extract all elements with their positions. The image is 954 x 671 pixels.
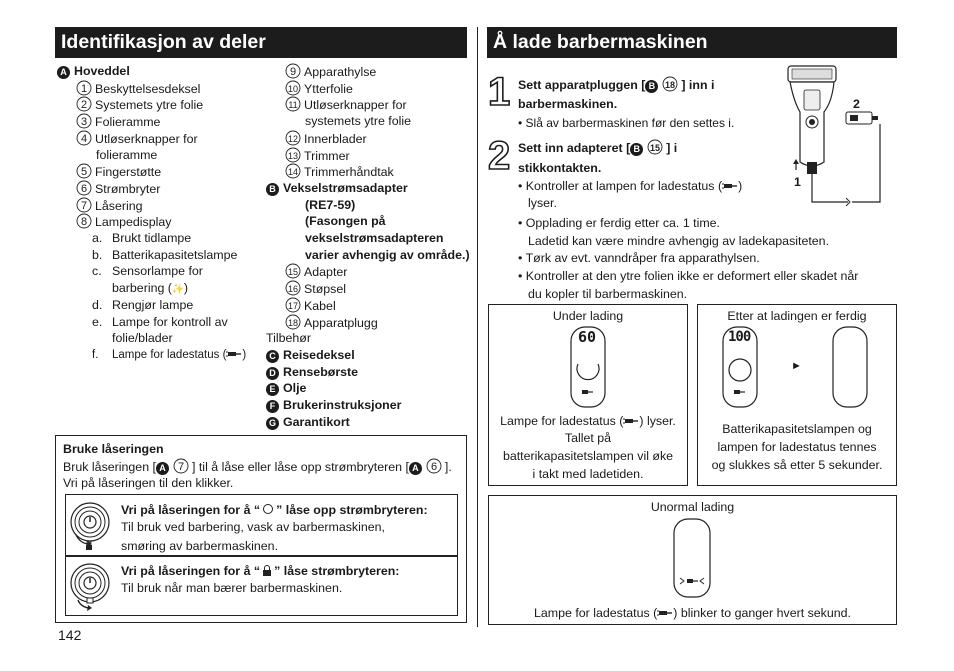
- charged-display-value: 100: [728, 329, 751, 345]
- parts-list-item: 16 Støpsel: [285, 280, 346, 298]
- num-3: [76, 113, 92, 129]
- num-15: [285, 263, 301, 279]
- parts-list-item: folieramme: [96, 147, 158, 162]
- parts-list-item: Tilbehør: [266, 331, 311, 346]
- num-10: [285, 80, 301, 96]
- lock-ring-title: Bruke låseringen: [63, 442, 164, 456]
- svg-text:4: 4: [80, 132, 88, 145]
- sub-letter: b.: [92, 247, 103, 262]
- abnormal-caption: Lampe for ladestatus ( ) blinker to ganger hvert sekund.: [534, 606, 851, 620]
- svg-text:15: 15: [650, 142, 661, 153]
- bullet-2b: Ladetid kan være mindre avhengig av ladekapasiteten.: [528, 234, 830, 248]
- parts-list-item: 5 Fingerstøtte: [76, 163, 161, 181]
- charged-caption-2: lampen for ladestatus tennes: [717, 440, 877, 454]
- svg-text:14: 14: [287, 166, 299, 177]
- sub-letter: d.: [92, 297, 103, 312]
- svg-text:18: 18: [287, 317, 299, 328]
- parts-list-item: folie/blader: [112, 331, 173, 346]
- part-a-badge: A: [57, 66, 70, 79]
- svg-text:1: 1: [80, 82, 88, 95]
- shaver-charging-illustration: [780, 62, 900, 217]
- charge-plug-icon: [722, 179, 738, 189]
- step-2-number: 2: [488, 134, 511, 178]
- num-4: [76, 130, 92, 146]
- parts-list-item: 9 Apparathylse: [285, 63, 376, 81]
- charging-caption-3: batterikapasitetslampen vil øke: [502, 449, 674, 463]
- parts-list-item: 1 Beskyttelsesdeksel: [76, 80, 200, 98]
- parts-list-item: systemets ytre folie: [305, 114, 412, 129]
- parts-list-item: E Olje: [266, 380, 306, 397]
- svg-text:15: 15: [287, 267, 299, 278]
- num-13: [285, 147, 301, 163]
- charged-caption-1: Batterikapasitetslampen og: [722, 422, 872, 436]
- svg-text:5: 5: [80, 165, 88, 178]
- parts-list-item: 13 Trimmer: [285, 147, 350, 165]
- parts-list-item: d. Rengjør lampe: [92, 297, 194, 312]
- bullet-2: • Opplading er ferdig etter ca. 1 time.: [518, 216, 721, 230]
- parts-list-item: barbering (✨): [92, 280, 188, 299]
- charging-caption-2: Tallet på: [564, 431, 612, 445]
- parts-list-item: (Fasongen på: [305, 214, 386, 229]
- sub-letter: e.: [92, 314, 103, 329]
- svg-text:10: 10: [287, 83, 299, 94]
- step-1-bullet: • Slå av barbermaskinen før den settes i.: [518, 116, 735, 130]
- part-e-badge: E: [266, 383, 279, 396]
- num-2: [76, 96, 92, 112]
- svg-text:12: 12: [287, 133, 299, 144]
- parts-list-item: e. Lampe for kontroll av: [92, 314, 228, 329]
- part-a-badge: A: [156, 462, 169, 475]
- step-2-title-2: stikkontakten.: [518, 161, 602, 175]
- num-5: [76, 163, 92, 179]
- num-16: [285, 280, 301, 296]
- lock-ring-line1: Bruk låseringen [ A 7 ] til å låse eller låse opp strømbryteren [ A 6 ].: [63, 460, 452, 474]
- part-f-badge: F: [266, 400, 279, 413]
- step-1-title: Sett apparatpluggen [ B 18 ] inn i: [518, 78, 715, 92]
- charging-caption-1: Lampe for ladestatus ( ) lyser.: [500, 414, 676, 428]
- bullet-4: • Kontroller at den ytre folien ikke er deformert eller skadet når: [518, 269, 859, 283]
- lock-title: Vri på låseringen for å “ ” låse strømbryteren:: [121, 564, 400, 578]
- charge-plug-icon: [226, 348, 242, 358]
- column-divider: [477, 27, 478, 627]
- sub-letter: f.: [92, 348, 99, 361]
- num-9: [285, 63, 301, 79]
- sensor-icon: ✨: [171, 284, 185, 296]
- num-6: [76, 180, 92, 196]
- svg-text:13: 13: [287, 150, 299, 161]
- sub-letter: c.: [92, 264, 102, 279]
- part-g-badge: G: [266, 417, 279, 430]
- part-b-badge: B: [630, 143, 643, 156]
- svg-text:17: 17: [287, 300, 299, 311]
- num-1: [76, 80, 92, 96]
- svg-text:9: 9: [289, 65, 297, 78]
- svg-text:18: 18: [665, 79, 676, 90]
- parts-list-item: c. Sensorlampe for: [92, 264, 203, 279]
- part-c-badge: C: [266, 350, 279, 363]
- parts-list-item: vekselstrømsadapteren: [305, 231, 444, 245]
- arrow-right-icon: ►: [791, 360, 802, 372]
- parts-list-item: 6 Strømbryter: [76, 180, 160, 198]
- svg-text:6: 6: [430, 460, 437, 473]
- parts-list-item: C Reisedeksel: [266, 347, 355, 364]
- abnormal-display-icon: [672, 518, 712, 603]
- bullet-4b: du kopler til barbermaskinen.: [528, 287, 688, 301]
- num-15: [647, 139, 663, 155]
- parts-list-item: A Hoveddel: [57, 63, 130, 80]
- parts-list-item: varier avhengig av område.): [305, 247, 470, 262]
- num-7: [173, 458, 189, 474]
- num-11: [285, 96, 301, 112]
- parts-list-item: 17 Kabel: [285, 297, 336, 315]
- parts-list-item: (RE7-59): [305, 197, 356, 212]
- parts-list-item: 10 Ytterfolie: [285, 80, 353, 98]
- parts-list-item: 15 Adapter: [285, 263, 347, 281]
- parts-list-item: F Brukerinstruksjoner: [266, 397, 401, 414]
- lock-icon: [263, 570, 271, 576]
- parts-list-item: 18 Apparatplugg: [285, 314, 378, 332]
- page-number: 142: [58, 627, 82, 643]
- parts-list-item: f. Lampe for ladestatus ( ): [92, 347, 246, 364]
- step-2-title: Sett inn adapteret [ B 15 ] i: [518, 141, 678, 155]
- lock-text: Til bruk når man bærer barbermaskinen.: [121, 581, 343, 595]
- parts-list-item: 11 Utløserknapper for: [285, 96, 407, 114]
- part-a-badge: A: [409, 462, 422, 475]
- step-1-title-2: barbermaskinen.: [518, 97, 618, 111]
- bullet-3: • Tørk av evt. vanndråper fra apparathylsen.: [518, 251, 760, 265]
- svg-text:2: 2: [80, 99, 88, 112]
- abnormal-box-title: Unormal lading: [650, 500, 735, 514]
- bullet-1: • Kontroller at lampen for ladestatus ( ): [518, 179, 743, 193]
- unlock-title: Vri på låseringen for å “ ” låse opp strømbryteren:: [121, 503, 428, 517]
- num-14: [285, 163, 301, 179]
- parts-list-item: B Vekselstrømsadapter: [266, 180, 408, 197]
- num-18: [662, 76, 678, 92]
- display-off-icon: [832, 326, 868, 413]
- svg-text:16: 16: [287, 283, 299, 294]
- section-title-identification: Identifikasjon av deler: [55, 27, 467, 58]
- parts-list-item: 2 Systemets ytre folie: [76, 96, 203, 114]
- parts-list-item: G Garantikort: [266, 414, 350, 431]
- figure-label-2: 2: [853, 97, 860, 111]
- parts-list-item: 14 Trimmerhåndtak: [285, 163, 394, 181]
- svg-text:7: 7: [80, 199, 88, 212]
- part-b-badge: B: [266, 183, 279, 196]
- num-17: [285, 297, 301, 313]
- parts-list-item: a. Brukt tidlampe: [92, 231, 192, 245]
- parts-list-item: 8 Lampedisplay: [76, 213, 171, 231]
- charged-box-title: Etter at ladingen er ferdig: [727, 309, 867, 323]
- charging-box-title: Under lading: [552, 309, 624, 323]
- bullet-1b: lyser.: [528, 196, 557, 210]
- unlock-dial-icon: [68, 497, 114, 558]
- num-18: [285, 314, 301, 330]
- num-6: [426, 458, 442, 474]
- charged-caption-3: og slukkes så etter 5 sekunder.: [711, 458, 883, 472]
- svg-text:3: 3: [80, 115, 88, 128]
- num-12: [285, 130, 301, 146]
- sub-letter: a.: [92, 231, 103, 245]
- svg-text:7: 7: [177, 460, 185, 473]
- unlock-text-1: Til bruk ved barbering, vask av barbermaskinen,: [121, 520, 385, 534]
- part-b-badge: B: [645, 80, 658, 93]
- figure-label-1: 1: [794, 175, 801, 189]
- parts-list-item: b. Batterikapasitetslampe: [92, 247, 238, 262]
- svg-text:6: 6: [80, 182, 88, 195]
- parts-list-item: 12 Innerblader: [285, 130, 367, 148]
- charge-plug-icon: [657, 606, 673, 616]
- part-d-badge: D: [266, 367, 279, 380]
- num-8: [76, 213, 92, 229]
- unlock-circle-icon: [263, 504, 273, 514]
- section-title-charging: Å lade barbermaskinen: [487, 27, 897, 58]
- charge-plug-icon: [623, 414, 639, 424]
- charging-caption-4: i takt med ladetiden.: [532, 467, 644, 481]
- num-7: [76, 197, 92, 213]
- parts-list-item: 7 Låsering: [76, 197, 143, 215]
- step-1-number: 1: [488, 70, 511, 114]
- parts-list-item: 3 Folieramme: [76, 113, 160, 131]
- svg-text:11: 11: [288, 100, 298, 111]
- lock-ring-line2: Vri på låseringen til den klikker.: [63, 476, 234, 490]
- unlock-text-2: smøring av barbermaskinen.: [121, 539, 279, 553]
- lock-dial-icon: [68, 558, 114, 619]
- parts-list-item: D Rensebørste: [266, 364, 358, 381]
- charging-display-value: 60: [578, 328, 597, 346]
- svg-text:8: 8: [80, 216, 88, 229]
- parts-list-item: 4 Utløserknapper for: [76, 130, 198, 148]
